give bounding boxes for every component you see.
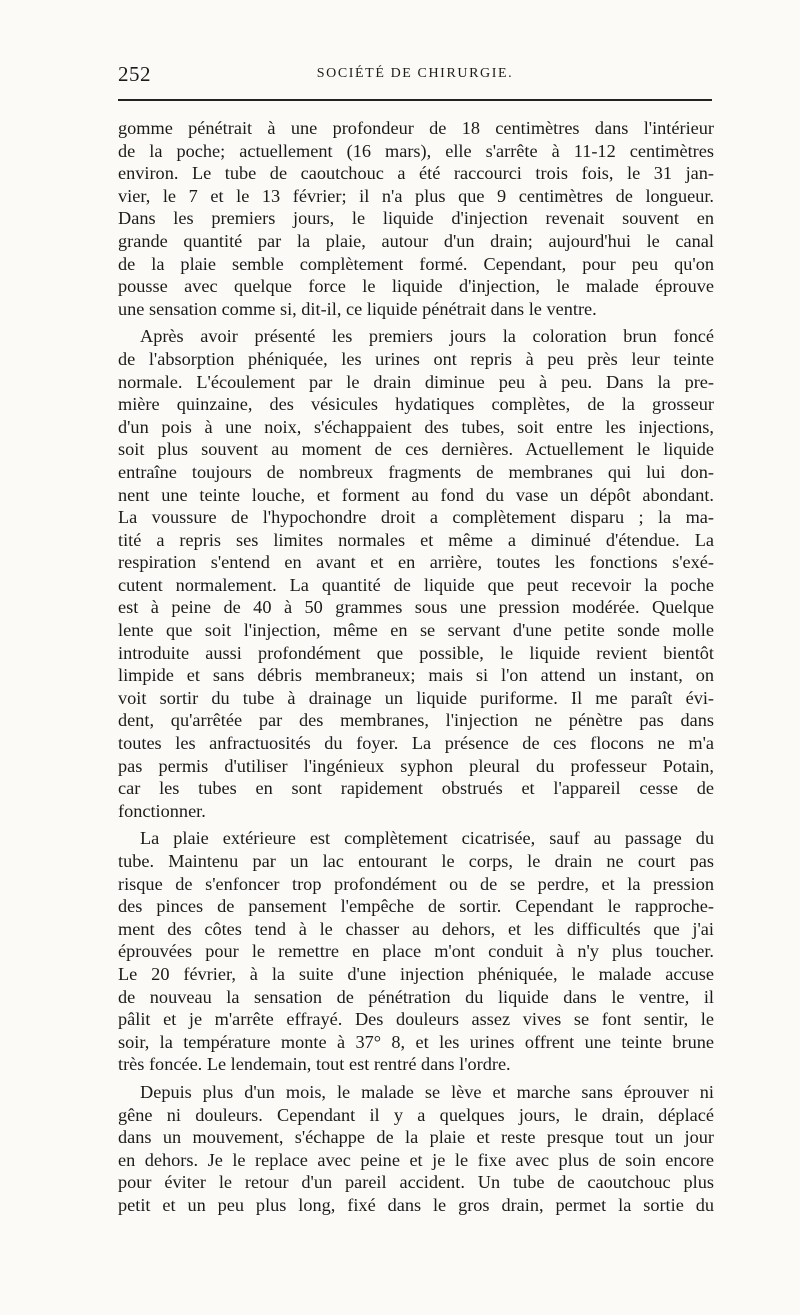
text-line: Dans les premiers jours, le liquide d'injection revenait souvent en [118,208,714,229]
text-line: mière quinzaine, des vésicules hydatiques complètes, de la grosseur [118,394,714,415]
text-line: introduite aussi profondément que possible, le liquide revient bientôt [118,642,714,663]
body-text [118,117,714,1217]
paragraph [118,827,714,1076]
text-line: car les tubes en sont rapidement obstrués et l'appareil cesse de [118,778,714,799]
text-line: Après avoir présenté les premiers jours la coloration brun foncé [140,326,714,347]
paragraph [118,117,714,320]
text-line: d'un pois à une noix, s'échappaient des tubes, soit entre les injections, [118,416,714,437]
text-line: entraîne toujours de nombreux fragments de membranes qui lui don- [118,461,714,482]
header-rule [118,99,712,101]
text-line: tube. Maintenu par un lac entourant le corps, le drain ne court pas [118,851,714,871]
text-line: dent, qu'arrêtée par des membranes, l'injection ne pénètre pas dans [118,710,714,731]
text-line: pâlit et je m'arrête effrayé. Des douleurs assez vives se font sentir, le [118,1009,714,1030]
page-number: 252 [118,62,151,86]
text-line: soir, la température monte à 37° 8, et les urines offrent une teinte brune [118,1031,714,1052]
text-line: La voussure de l'hypochondre droit a complètement disparu ; la ma- [118,507,714,528]
text-line: nent une teinte louche, et forment au fond du vase un dépôt abondant. [118,484,714,505]
text-line: très foncée. Le lendemain, tout est rentré dans l'ordre. [118,1054,511,1075]
text-line: petit et un peu plus long, fixé dans le gros drain, permet la sortie du [118,1194,714,1215]
text-line: pas permis d'utiliser l'ingénieux syphon pleural du professeur Potain, [118,755,714,776]
paragraph [118,1081,714,1217]
text-line: respiration s'entend en avant et en arrière, toutes les fonctions s'exé- [118,552,714,573]
text-line: gêne ni douleurs. Cependant il y a quelques jours, le drain, déplacé [118,1104,714,1125]
text-line: La plaie extérieure est complètement cicatrisée, sauf au passage du [140,828,714,849]
text-line: gomme pénétrait à une profondeur de 18 centimètres dans l'intérieur [118,118,714,138]
text-line: normale. L'écoulement par le drain diminue peu à peu. Dans la pre- [118,371,714,392]
text-line: de la poche; actuellement (16 mars), elle s'arrête à 11-12 centimètres [118,140,714,161]
text-line: lente que soit l'injection, même en se servant d'une petite sonde molle [118,620,714,641]
text-line: pousse avec quelque force le liquide d'injection, le malade éprouve [118,276,714,297]
paragraph [118,325,714,822]
text-line: toutes les anfractuosités du foyer. La présence de ces flocons ne m'a [118,733,714,754]
text-line: Depuis plus d'un mois, le malade se lève et marche sans éprouver ni [140,1081,714,1102]
text-line: Le 20 février, à la suite d'une injection phéniquée, le malade accuse [118,963,714,984]
text-line: en dehors. Je le replace avec peine et je le fixe avec plus de soin encore [118,1149,714,1170]
text-line: de la plaie semble complètement formé. Cependant, pour peu qu'on [118,253,714,274]
text-line: voit sortir du tube à drainage un liquide puriforme. Il me paraît évi- [118,687,714,708]
text-line: des pinces de pansement l'empêche de sortir. Cependant le rapproche- [118,896,714,917]
text-line: limpide et sans débris membraneux; mais si l'on attend un instant, on [118,665,714,686]
text-line: éprouvées pour le remettre en place m'ont conduit à n'y plus toucher. [118,941,714,962]
running-head: SOCIÉTÉ DE CHIRURGIE. [316,66,514,81]
text-line: ment des côtes tend à le chasser au dehors, et les difficultés que j'ai [118,918,714,939]
text-line: tité a repris ses limites normales et même a diminué d'étendue. La [118,529,714,550]
page-header [118,62,712,86]
text-line: risque de s'enfoncer trop profondément ou de se perdre, et la pression [118,873,714,894]
text-line: fonctionner. [118,800,206,821]
text-line: de l'absorption phéniquée, les urines ont repris à peu près leur teinte [118,348,714,369]
text-line: est à peine de 40 à 50 grammes sous une pression modérée. Quelque [118,597,714,618]
text-line: environ. Le tube de caoutchouc a été raccourci trois fois, le 31 jan- [118,163,714,184]
text-line: pour éviter le retour d'un pareil accident. Un tube de caoutchouc plus [118,1172,714,1193]
text-line: soit plus souvent au moment de ces dernières. Actuellement le liquide [118,439,714,460]
text-line: vier, le 7 et le 13 février; il n'a plus que 9 centimètres de longueur. [118,185,714,206]
text-line: de nouveau la sensation de pénétration du liquide dans le ventre, il [118,986,714,1007]
text-line: grande quantité par la plaie, autour d'un drain; aujourd'hui le canal [118,230,714,251]
text-line: une sensation comme si, dit-il, ce liquide pénétrait dans le ventre. [118,298,597,319]
text-line: dans un mouvement, s'échappe de la plaie et reste presque tout un jour [118,1127,714,1148]
text-line: cutent normalement. La quantité de liquide que peut recevoir la poche [118,574,714,595]
